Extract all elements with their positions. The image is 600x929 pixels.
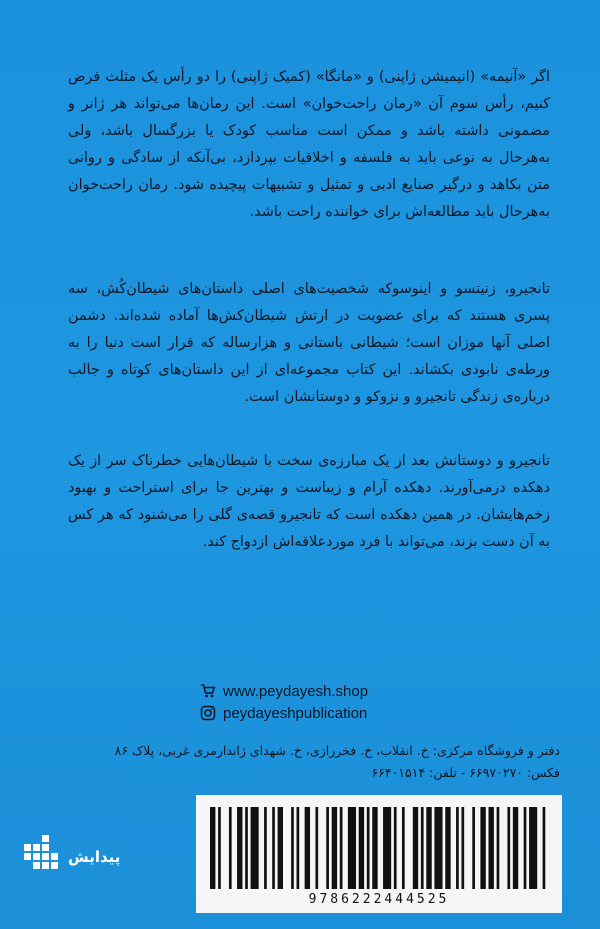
website-row[interactable] xyxy=(200,680,368,702)
barcode-bar xyxy=(359,807,364,889)
isbn-barcode xyxy=(196,795,562,913)
barcode-bar xyxy=(472,807,475,889)
instagram-handle[interactable]: peydayeshpublication xyxy=(223,704,368,722)
contact-block xyxy=(200,680,368,724)
isbn-number: 9786222444525 xyxy=(308,892,450,907)
barcode-bar xyxy=(421,807,424,889)
barcode-bar xyxy=(229,807,232,889)
barcode-bar xyxy=(218,807,221,889)
barcode-bar xyxy=(524,807,527,889)
barcode-bar xyxy=(251,807,259,889)
barcode-bar xyxy=(340,807,343,889)
barcode-bar xyxy=(489,807,494,889)
barcode-bar xyxy=(402,807,405,889)
story-paragraph: تانجیرو و دوستانش بعد از یک مبارزه‌ی سخت با شیطان‌هایی خطرناک سر از یک دهکده درمی‌آورند. دهکده آرام و زیباست و بهترین جا برای استراحت و بهبود زخم‌هایشان. در همین دهکده است که تانجیرو قصه‌ی گلی را می‌شنود که هر کس به آن دست بزند، می‌تواند با فرد موردعلاقه‌اش ازدواج کند. xyxy=(68,453,550,551)
barcode-bar xyxy=(461,807,464,889)
barcode-bar xyxy=(372,807,377,889)
barcode-bar xyxy=(445,807,450,889)
barcode-bar xyxy=(434,807,442,889)
address-line: دفتر و فروشگاه مرکزی: خ. انقلاب، خ. فخررازی، خ. شهدای ژاندارمری غربی، پلاک ۸۶ xyxy=(114,743,560,758)
shopping-cart-icon xyxy=(200,683,216,699)
barcode-bar xyxy=(272,807,275,889)
barcode-bar xyxy=(291,807,294,889)
barcode-bar xyxy=(497,807,500,889)
barcode-bar xyxy=(332,807,337,889)
barcode-bar xyxy=(278,807,283,889)
phone-fax-line: فکس: ۶۶۹۷۰۲۷۰ - تلفن: ۶۶۴۰۱۵۱۴ xyxy=(371,765,560,780)
publisher-logo-text: پیدایش xyxy=(68,848,121,866)
barcode-bar xyxy=(367,807,370,889)
barcode-bar xyxy=(394,807,397,889)
instagram-icon xyxy=(200,705,216,721)
barcode-bar xyxy=(237,807,242,889)
barcode-bar xyxy=(315,807,318,889)
barcode-bar xyxy=(507,807,510,889)
barcode-bar xyxy=(210,807,215,889)
publisher-logo xyxy=(18,820,121,880)
publisher-logo-mark xyxy=(18,820,68,880)
barcode-bar xyxy=(297,807,300,889)
barcode-bar xyxy=(456,807,459,889)
website-link[interactable]: www.peydayesh.shop xyxy=(223,682,369,700)
barcode-bar xyxy=(480,807,485,889)
barcode-bar xyxy=(413,807,418,889)
publisher-address xyxy=(80,740,560,784)
barcode-bar xyxy=(245,807,248,889)
barcode-bar xyxy=(348,807,356,889)
instagram-row[interactable] xyxy=(200,702,368,724)
barcode-bar xyxy=(513,807,518,889)
barcode-bar xyxy=(529,807,537,889)
intro-paragraph: اگر «آنیمه» (انیمیشن ژاپنی) و «مانگا» (کمیک ژاپنی) را دو رأس یک مثلث فرض کنیم، رأس سوم آن «رمان راحت‌خوان» است. این رمان‌ها می‌تواند هر ژانر و مضمونی داشته باشد و ممکن است مناسب کودک یا بزرگسال باشد، ولی به‌هرحال به نوعی باید به فلسفه و اخلاقیات بپردازد، بی‌آنکه از سادگی و روانی متن بکاهد و درگیر صنایع ادبی و تمثیل و تشبیهات پیچیده شود. رمان راحت‌خوان به‌هرحال باید مطالعه‌اش برای خواننده راحت باشد. xyxy=(68,69,550,221)
barcode-bars xyxy=(210,807,548,889)
barcode-bar xyxy=(264,807,267,889)
barcode-bar xyxy=(305,807,310,889)
barcode-bar xyxy=(543,807,546,889)
characters-paragraph: تانجیرو، زنیتسو و اینوسوکه شخصیت‌های اصلی داستان‌های شیطان‌کُش، سه پسری هستند که برای عضویت در ارتش شیطان‌کش‌ها آماده شده‌اند. دشمن اصلی آنها موزان است؛ شیطانی باستانی و هزارساله که قرار است دنیا را به ورطه‌ی نابودی بکشاند. این کتاب مجموعه‌ای از این داستان‌های کوتاه و جالب درباره‌ی زندگی تانجیرو و نزوکو و دوستانشان است. xyxy=(68,281,550,406)
barcode-bar xyxy=(426,807,431,889)
barcode-bar xyxy=(383,807,391,889)
barcode-bar xyxy=(326,807,329,889)
